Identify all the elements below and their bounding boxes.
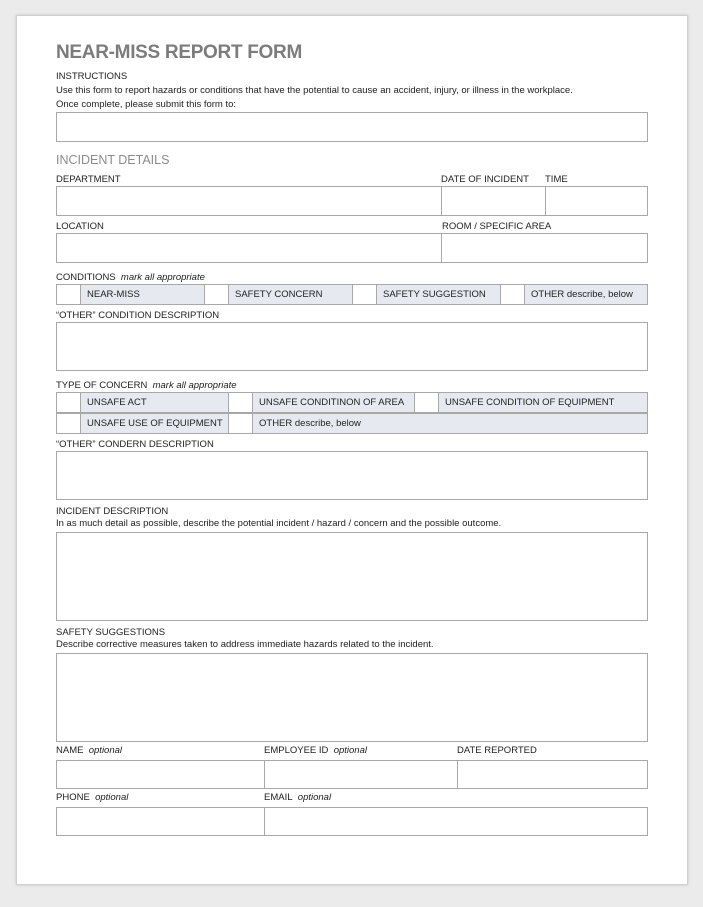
unsafe-condition-equipment-checkbox[interactable] bbox=[415, 393, 439, 412]
room-specific-area-label: ROOM / SPECIFIC AREA bbox=[442, 221, 552, 232]
name-optional: optional bbox=[88, 745, 123, 756]
other-condition-description-field[interactable] bbox=[56, 322, 648, 371]
safety-suggestions-hint: Describe corrective measures taken to address immediate hazards related to the incident. bbox=[56, 639, 434, 650]
name-title: NAME bbox=[56, 745, 84, 756]
conditions-checkbox-row bbox=[56, 284, 648, 305]
other-concern-description-field[interactable] bbox=[56, 451, 648, 500]
conditions-label bbox=[56, 272, 205, 283]
time-label: TIME bbox=[545, 174, 568, 185]
incident-description-label: INCIDENT DESCRIPTION bbox=[56, 506, 169, 517]
date-of-incident-field[interactable] bbox=[442, 187, 546, 215]
type-of-concern-title: TYPE OF CONCERN bbox=[56, 380, 148, 391]
location-label: LOCATION bbox=[56, 221, 104, 232]
type-of-concern-hint: mark all appropriate bbox=[152, 380, 237, 391]
name-field[interactable] bbox=[57, 761, 265, 788]
type-of-concern-label bbox=[56, 380, 237, 391]
name-label bbox=[56, 745, 122, 756]
unsafe-use-equipment-option: UNSAFE USE OF EQUIPMENT bbox=[81, 414, 229, 433]
near-miss-checkbox[interactable] bbox=[57, 285, 81, 304]
unsafe-condition-equipment-option: UNSAFE CONDITION OF EQUIPMENT bbox=[439, 393, 647, 412]
phone-field[interactable] bbox=[57, 808, 265, 835]
date-of-incident-label: DATE OF INCIDENT bbox=[441, 174, 529, 185]
location-room-row bbox=[56, 233, 648, 263]
date-reported-label: DATE REPORTED bbox=[457, 745, 537, 756]
phone-email-row bbox=[56, 807, 648, 836]
email-title: EMAIL bbox=[264, 792, 293, 803]
unsafe-use-equipment-checkbox[interactable] bbox=[57, 414, 81, 433]
department-field[interactable] bbox=[57, 187, 442, 215]
employee-id-field[interactable] bbox=[265, 761, 458, 788]
conditions-hint: mark all appropriate bbox=[120, 272, 205, 283]
submit-instructions: Once complete, please submit this form to: bbox=[56, 99, 237, 110]
submit-to-field[interactable] bbox=[56, 112, 648, 142]
instructions-label: INSTRUCTIONS bbox=[56, 71, 128, 82]
email-field[interactable] bbox=[265, 808, 647, 835]
other-condition-checkbox[interactable] bbox=[501, 285, 525, 304]
instructions-text: Use this form to report hazards or conditions that have the potential to cause an accident, injury, or illness in the workplace. bbox=[56, 85, 573, 96]
type-of-concern-row-1 bbox=[56, 392, 648, 413]
unsafe-condition-area-option: UNSAFE CONDITINON OF AREA bbox=[253, 393, 415, 412]
incident-details-heading: INCIDENT DETAILS bbox=[56, 153, 170, 167]
incident-description-hint: In as much detail as possible, describe the potential incident / hazard / concern and the possible outcome. bbox=[56, 518, 502, 529]
email-optional: optional bbox=[297, 792, 332, 803]
employee-id-label bbox=[264, 745, 367, 756]
safety-suggestions-field[interactable] bbox=[56, 653, 648, 742]
phone-title: PHONE bbox=[56, 792, 90, 803]
department-date-time-row bbox=[56, 186, 648, 216]
safety-suggestions-label: SAFETY SUGGESTIONS bbox=[56, 627, 166, 638]
phone-optional: optional bbox=[95, 792, 129, 803]
type-of-concern-grid bbox=[56, 392, 648, 434]
department-label: DEPARTMENT bbox=[56, 174, 121, 185]
date-reported-field[interactable] bbox=[458, 761, 647, 788]
other-concern-option: OTHER describe, below bbox=[253, 414, 647, 433]
other-condition-option: OTHER describe, below bbox=[525, 285, 647, 304]
unsafe-act-checkbox[interactable] bbox=[57, 393, 81, 412]
incident-description-field[interactable] bbox=[56, 532, 648, 621]
employee-id-title: EMPLOYEE ID bbox=[264, 745, 329, 756]
location-field[interactable] bbox=[57, 234, 442, 262]
phone-label bbox=[56, 792, 128, 803]
room-specific-area-field[interactable] bbox=[442, 234, 647, 262]
email-label bbox=[264, 792, 331, 803]
safety-concern-option: SAFETY CONCERN bbox=[229, 285, 353, 304]
type-of-concern-row-2 bbox=[56, 413, 648, 434]
safety-suggestion-checkbox[interactable] bbox=[353, 285, 377, 304]
name-id-date-row bbox=[56, 760, 648, 789]
unsafe-condition-area-checkbox[interactable] bbox=[229, 393, 253, 412]
other-concern-checkbox[interactable] bbox=[229, 414, 253, 433]
other-condition-description-label: “OTHER” CONDITION DESCRIPTION bbox=[56, 310, 220, 321]
near-miss-option: NEAR-MISS bbox=[81, 285, 205, 304]
other-concern-description-label: “OTHER” CONDERN DESCRIPTION bbox=[56, 439, 214, 450]
safety-concern-checkbox[interactable] bbox=[205, 285, 229, 304]
form-page bbox=[16, 15, 688, 885]
conditions-title: CONDITIONS bbox=[56, 272, 116, 283]
page-title: NEAR-MISS REPORT FORM bbox=[56, 42, 302, 63]
time-field[interactable] bbox=[546, 187, 647, 215]
employee-id-optional: optional bbox=[333, 745, 367, 756]
safety-suggestion-option: SAFETY SUGGESTION bbox=[377, 285, 501, 304]
unsafe-act-option: UNSAFE ACT bbox=[81, 393, 229, 412]
